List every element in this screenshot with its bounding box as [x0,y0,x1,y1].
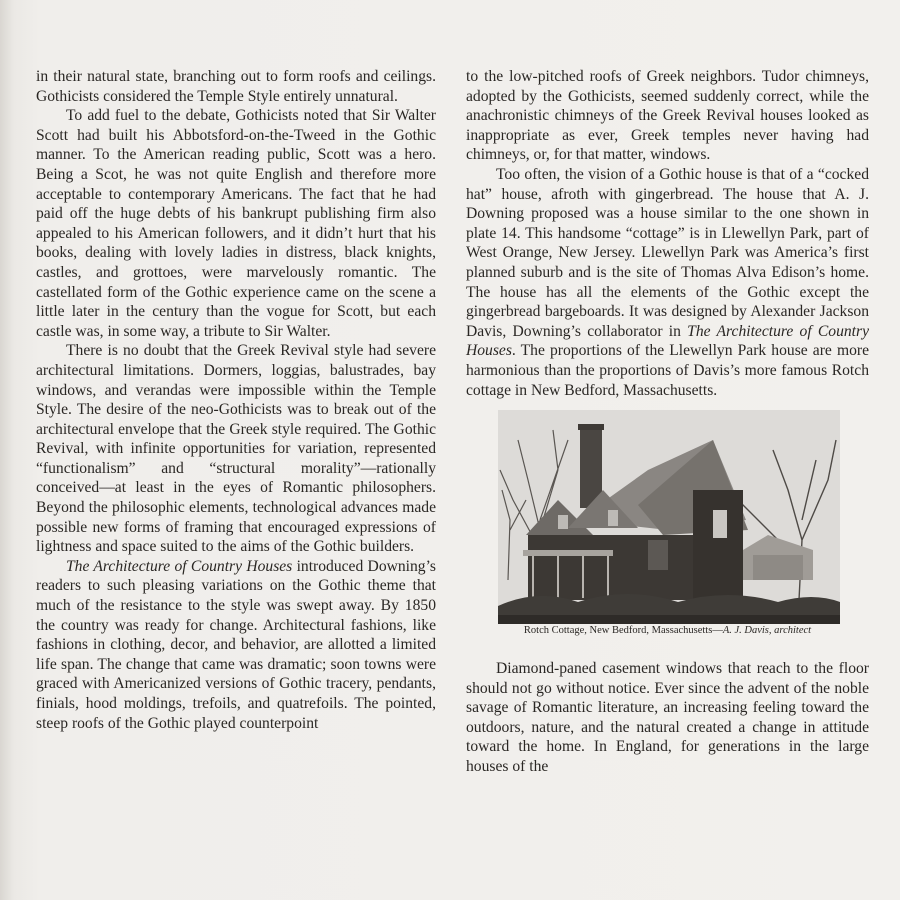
paragraph-5: to the low-pitched roofs of Greek neighbors. Tudor chimneys, adopted by the Gothicists, seemed suddenly correct, while the anachronistic chimneys of the Greek Revival houses looked as inappropriate as ever, Greek temples never having had chimneys, or, for that matter, windows. [466,68,869,164]
book-title: The Architecture of Country Houses [466,322,870,360]
paragraph-6-text-b: . The proportions of the Llewellyn Park house are more harmonious than the proportions of Davis’s more famous Rotch cottage in New Bedford, Massachusetts. [466,342,869,399]
paragraph-3: There is no doubt that the Greek Revival style had severe architectural limitations. Dormers, loggias, balustrades, bay windows, and verandas were impossible within the Temple Style. The desire of the neo-Gothicists was to break out of the architectural envelope that the Greek style required. The Gothic Revival, with infinite opportunities for variation, represented “functionalism” and “structural morality”—rationally conceived—at least in the eyes of Romantic philosophers. Beyond the philosophic elements, technological advances made possible new forms of framing that encouraged expressions of lightness and space suited to the aims of the Gothic builders. [36,342,436,556]
paragraph-7: Diamond-paned casement windows that reach to the floor should not go without notice. Ever since the advent of the noble savage of Romantic literature, an increasing feeling toward the outdoors, nature, and the natural created a change in attitude toward the home. In England, for generations in the large houses of the [466,660,869,776]
paragraph-4-text: introduced Downing’s readers to such pleasing variations on the Gothic theme that much of the resistance to the style was swept away. By 1850 the country was ready for change. Architectural fashions, like fashions in clothing, decor, and behavior, are allotted a limited life span. The change that came was dramatic; soon towns were graced with Americanized versions of Gothic tracery, pendants, finials, hood moldings, trefoils, and quatrefoils. The pointed, steep roofs of the Gothic played counterpoint [36,557,436,732]
paragraph-4 [36,557,436,733]
caption-title: Rotch Cottage, New Bedford, Massachusetts [523,625,713,637]
caption-separator: — [712,625,723,637]
left-column [36,67,436,733]
rotch-cottage-photo [498,410,840,624]
paragraph-1: in their natural state, branching out to form roofs and ceilings. Gothicists considered the Temple Style entirely unnatural. [36,68,436,105]
paragraph-6 [466,165,869,400]
caption-credit: A. J. Davis, architect [722,625,812,637]
photo-caption [466,624,869,637]
paragraph-2: To add fuel to the debate, Gothicists noted that Sir Walter Scott had built his Abbotsford-on-the-Tweed in the Gothic manner. To the American reading public, Scott was a hero. Being a Scot, he was not quite English and therefore more acceptable to contemporary Americans. The fact that he had paid off the huge debts of his bankrupt publishing firm also appealed to his American followers, and it didn’t hurt that his books, dealing with lovely ladies in distress, black knights, castles, and grottoes, were marvelously romantic. The castellated form of the Gothic experience came on the scene a little later in the century than the vogue for Scott, but each castle was, in some way, a tribute to Sir Walter. [36,107,436,340]
house-illustration [498,410,840,624]
book-title: The Architecture of Country Houses [66,557,293,575]
right-column [466,67,869,777]
paragraph-6-text-a: Too often, the vision of a Gothic house is that of a “cocked hat” house, afroth with gingerbread. The house that A. J. Downing proposed was a house similar to the one shown in plate 14. This handsome “cottage” is in Llewellyn Park, part of West Orange, New Jersey. Llewellyn Park was America’s first planned suburb and is the site of Thomas Alva Edison’s home. The house has all the elements of the Gothic except the gingerbread bargeboards. It was designed by Alexander Jackson Davis, Downing’s collaborator in [466,165,869,340]
